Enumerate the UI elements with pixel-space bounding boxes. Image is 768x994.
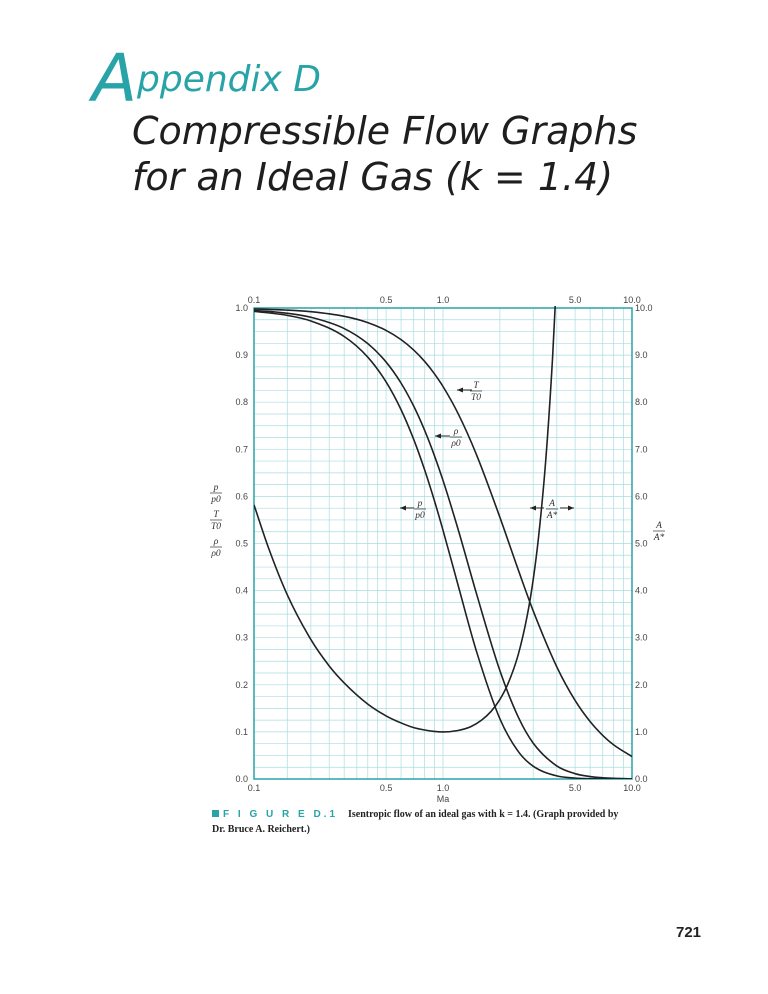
- y-tick-label-left: 0.7: [235, 444, 248, 455]
- y-tick-label-left: 0.1: [235, 726, 248, 737]
- y-tick-label-right: 2.0: [635, 679, 648, 690]
- right-axis-label-denominator: A*: [653, 533, 665, 543]
- x-tick-label-top: 10.0: [623, 295, 641, 305]
- y-tick-label-right: 6.0: [635, 491, 648, 502]
- curve-label-T: [470, 381, 482, 403]
- y-tick-label-left: 0.2: [235, 679, 248, 690]
- y-tick-label-left: 0.0: [235, 774, 248, 784]
- y-tick-label-left: 0.4: [235, 585, 248, 596]
- appendix-initial-letter: A: [92, 40, 138, 117]
- right-axis-label-numerator: A: [656, 521, 662, 531]
- y-tick-label-right: 5.0: [635, 538, 648, 549]
- left-axis-label-1-denominator: T0: [210, 522, 222, 532]
- y-tick-label-left: 0.6: [235, 491, 248, 502]
- y-tick-label-left: 0.8: [235, 397, 248, 408]
- y-tick-label-right: 0.0: [635, 774, 648, 784]
- curve-label-rho-numerator: ρ: [453, 427, 459, 437]
- left-axis-label-2-numerator: ρ: [213, 537, 219, 547]
- x-tick-label-top: 0.5: [379, 295, 393, 305]
- y-tick-label-left: 0.5: [235, 538, 248, 549]
- page-title-line-1: Compressible Flow Graphs: [132, 109, 638, 153]
- x-tick-label-top: 1.0: [436, 295, 450, 305]
- curve-label-rho: [450, 427, 462, 449]
- curve-label-A-numerator: A: [549, 499, 555, 509]
- x-tick-label-bottom: 1.0: [436, 783, 450, 793]
- left-axis-label-2-denominator: ρ0: [211, 549, 221, 559]
- x-tick-label-bottom: 10.0: [623, 783, 641, 793]
- figure-caption: [212, 807, 632, 837]
- x-axis-label: Ma: [436, 794, 450, 804]
- y-tick-label-left: 0.3: [235, 632, 248, 643]
- y-tick-label-right: 8.0: [635, 397, 648, 408]
- x-tick-label-top: 5.0: [568, 295, 582, 305]
- curve-label-arrow-T: [457, 388, 472, 393]
- x-tick-label-bottom: 5.0: [568, 783, 582, 793]
- curve-label-T-numerator: T: [473, 381, 479, 391]
- curve-label-arrow-p: [400, 506, 414, 511]
- left-axis-label-0-denominator: p0: [211, 495, 221, 505]
- left-axis-label-1: [210, 510, 222, 532]
- figure-marker-icon: [212, 810, 219, 817]
- curve-label-rho-denominator: ρ0: [451, 439, 461, 449]
- curve-label-arrow-T-head: [457, 388, 463, 393]
- y-tick-label-left: 0.9: [235, 350, 248, 361]
- x-tick-label-top: 0.1: [247, 295, 261, 305]
- figure-caption-text: Isentropic flow of an ideal gas with k = 1.4. (Graph provided by Dr. Bruce A. Reichert.): [212, 809, 619, 835]
- curve-label-A-denominator: A*: [546, 511, 558, 521]
- curve-label-p-denominator: p0: [415, 511, 425, 521]
- left-axis-label-0-numerator: p: [213, 483, 219, 493]
- y-tick-label-right: 9.0: [635, 350, 648, 361]
- y-tick-label-right: 3.0: [635, 632, 648, 643]
- page-number: 721: [676, 924, 702, 941]
- x-tick-label-bottom: 0.5: [379, 783, 393, 793]
- right-axis-label: [653, 521, 665, 543]
- curve-label-p: [414, 499, 426, 521]
- curve-label-p-numerator: p: [417, 499, 423, 509]
- y-tick-label-left: 1.0: [235, 303, 248, 313]
- y-tick-label-right: 10.0: [635, 303, 653, 313]
- curve-label-arrow-A-right: [560, 506, 574, 511]
- figure-label: F I G U R E D.1: [223, 809, 339, 820]
- appendix-heading: ppendix D: [137, 59, 321, 100]
- page-title-line-2: for an Ideal Gas (k = 1.4): [132, 155, 614, 199]
- curve-label-T-denominator: T0: [470, 393, 482, 403]
- left-axis-label-2: [210, 537, 222, 559]
- x-tick-label-bottom: 0.1: [247, 783, 261, 793]
- y-tick-label-right: 1.0: [635, 726, 648, 737]
- curve-label-arrow-A-right-head: [568, 506, 574, 511]
- left-axis-label-0: [210, 483, 222, 505]
- y-tick-label-right: 7.0: [635, 444, 648, 455]
- y-tick-label-right: 4.0: [635, 585, 648, 596]
- curve-label-A: [546, 499, 558, 521]
- left-axis-label-1-numerator: T: [213, 510, 219, 520]
